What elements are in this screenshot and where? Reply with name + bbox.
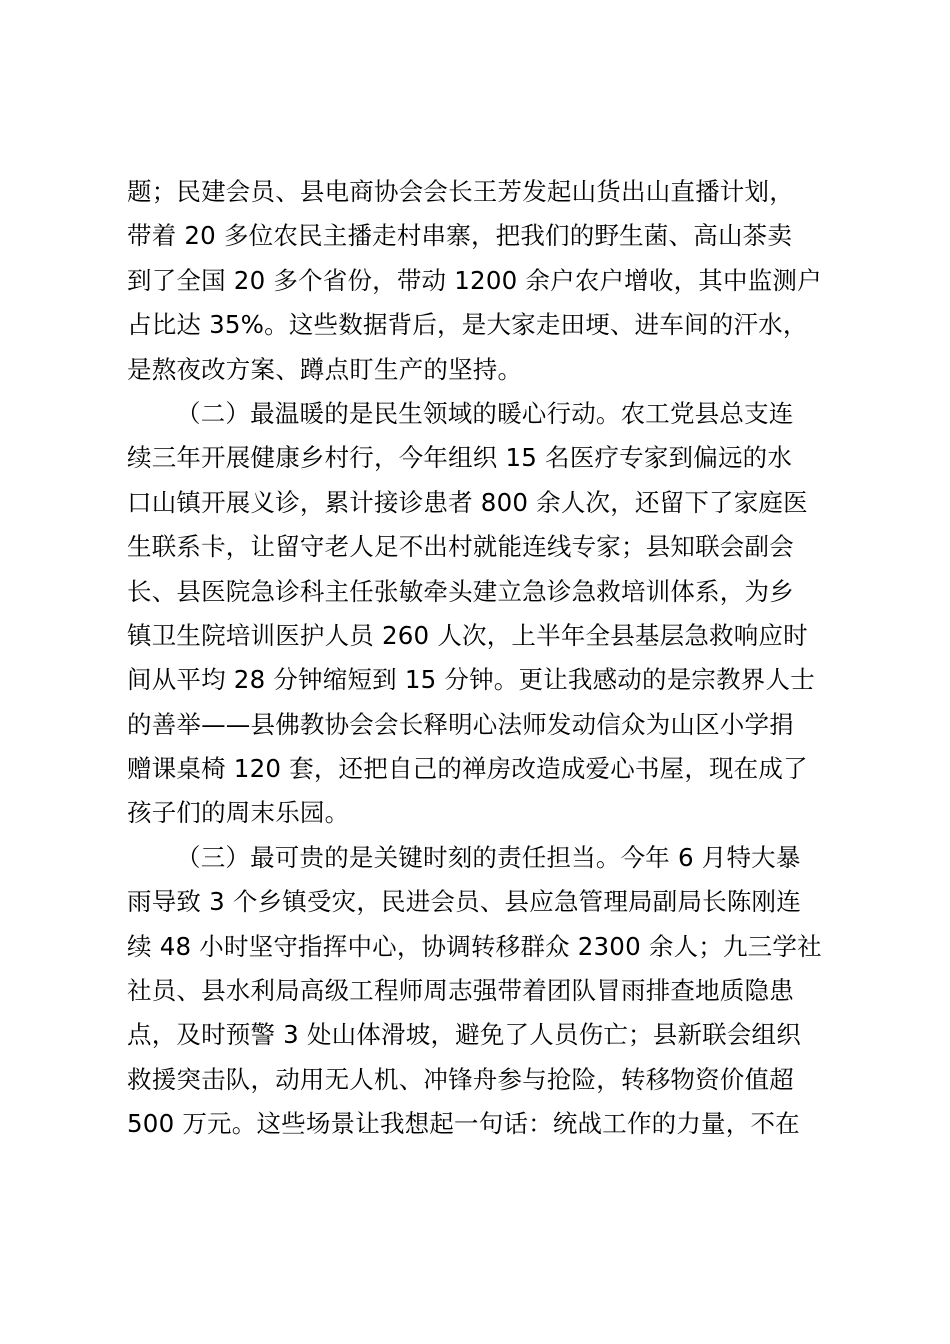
text-line: 带着 20 多位农民主播走村串寨，把我们的野生菌、高山茶卖 xyxy=(127,221,793,251)
body-text xyxy=(127,170,832,1147)
text-line: 赠课桌椅 120 套，还把自己的禅房改造成爱心书屋，现在成了 xyxy=(127,754,808,784)
text-line: 是熬夜改方案、蹲点盯生产的坚持。 xyxy=(127,354,523,384)
text-line: 社员、县水利局高级工程师周志强带着团队冒雨排查地质隐患 xyxy=(127,976,794,1006)
text-line: 500 万元。这些场景让我想起一句话：统战工作的力量，不在 xyxy=(127,1109,800,1139)
text-line: 点，及时预警 3 处山体滑坡，避免了人员伤亡；县新联会组织 xyxy=(127,1020,801,1050)
text-line: 长、县医院急诊科主任张敏牵头建立急诊急救培训体系，为乡 xyxy=(127,576,794,606)
text-line: 镇卫生院培训医护人员 260 人次，上半年全县基层急救响应时 xyxy=(127,620,808,650)
text-line: 到了全国 20 多个省份，带动 1200 余户农户增收，其中监测户 xyxy=(127,265,822,295)
section-heading-line: （二）最温暖的是民生领域的暖心行动。农工党县总支连 xyxy=(176,398,794,428)
text-line: 救援突击队，动用无人机、冲锋舟参与抢险，转移物资价值超 xyxy=(127,1064,794,1094)
text-line: 雨导致 3 个乡镇受灾，民进会员、县应急管理局副局长陈刚连 xyxy=(127,887,801,917)
text-line: 续 48 小时坚守指挥中心，协调转移群众 2300 余人；九三学社 xyxy=(127,931,822,961)
text-line: 间从平均 28 分钟缩短到 15 分钟。更让我感动的是宗教界人士 xyxy=(127,665,815,695)
text-line: 占比达 35%。这些数据背后，是大家走田埂、进车间的汗水， xyxy=(127,310,808,340)
text-line: 口山镇开展义诊，累计接诊患者 800 余人次，还留下了家庭医 xyxy=(127,487,808,517)
section-heading-line: （三）最可贵的是关键时刻的责任担当。今年 6 月特大暴 xyxy=(176,842,801,872)
text-line: 的善举——县佛教协会会长释明心法师发动信众为山区小学捐 xyxy=(127,709,794,739)
text-line: 生联系卡，让留守老人足不出村就能连线专家；县知联会副会 xyxy=(127,532,794,562)
text-line: 续三年开展健康乡村行，今年组织 15 名医疗专家到偏远的水 xyxy=(127,443,793,473)
text-line: 题；民建会员、县电商协会会长王芳发起山货出山直播计划， xyxy=(127,177,794,206)
text-line: 孩子们的周末乐园。 xyxy=(127,798,350,828)
